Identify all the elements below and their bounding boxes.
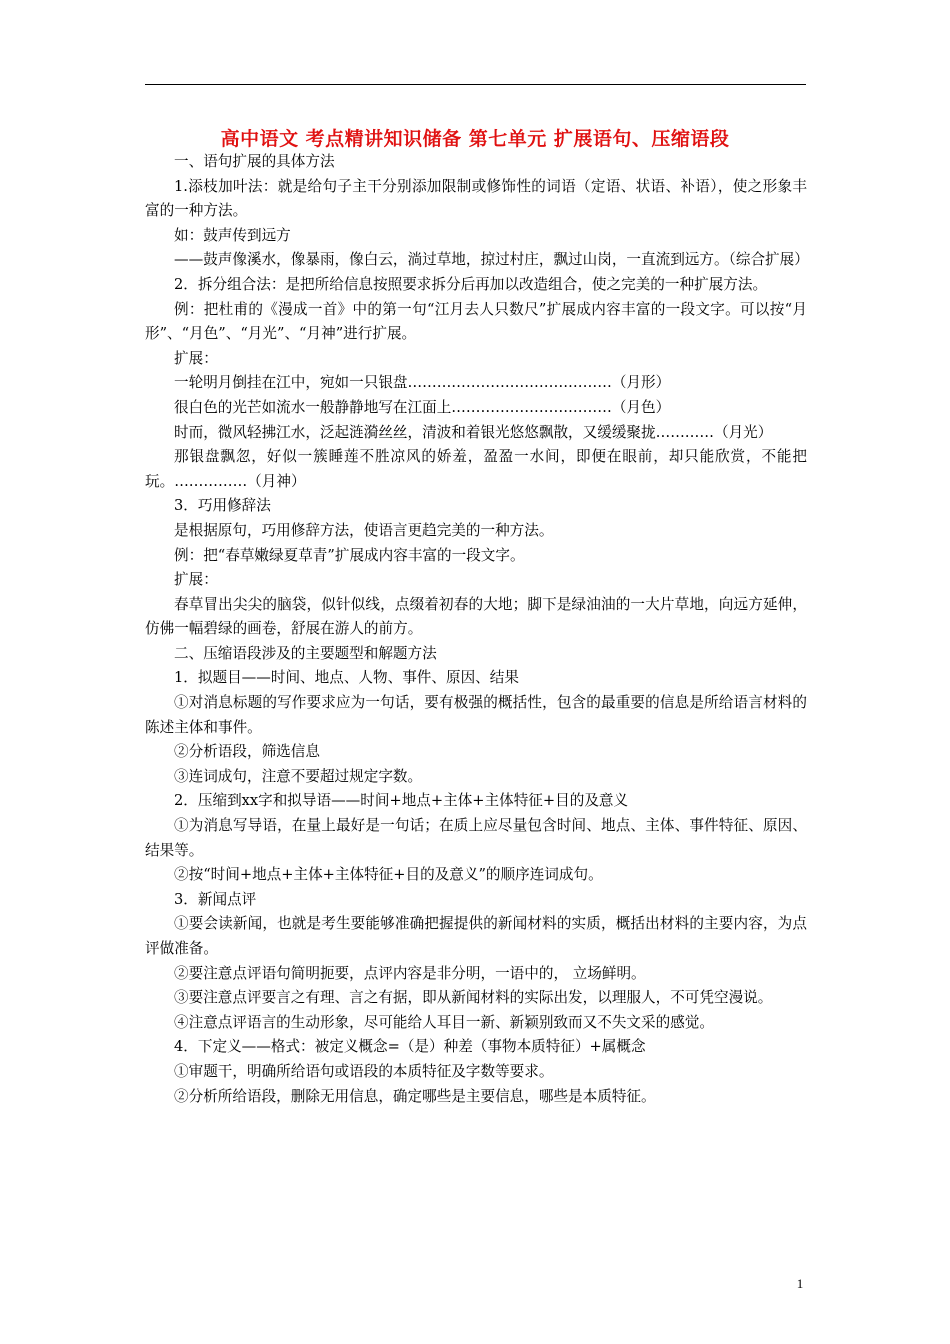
paragraph: ②分析所给语段，删除无用信息，确定哪些是主要信息，哪些是本质特征。: [174, 1087, 656, 1105]
paragraph: 扩展：: [174, 349, 218, 367]
paragraph: 例：把杜甫的《漫成一首》中的第一句“江月去人只数尺”扩展成内容丰富的一段文字。可以按“月形”、“月色”、“月光”、“月神”进行扩展。: [145, 300, 807, 343]
paragraph: 3．新闻点评: [174, 890, 257, 908]
paragraph: ②要注意点评语句简明扼要，点评内容是非分明，一语中的， 立场鲜明。: [174, 964, 646, 982]
paragraph: ①要会读新闻，也就是考生要能够准确把握提供的新闻材料的实质，概括出材料的主要内容，为点评做准备。: [145, 915, 807, 957]
paragraph: 时而，微风轻拂江水，泛起涟漪丝丝，清波和着银光悠悠飘散，又缓缓聚拢…………（月光）: [174, 423, 773, 441]
paragraph: ——鼓声像溪水，像暴雨，像白云，淌过草地，掠过村庄，飘过山岗，一直流到远方。（综合扩展）: [174, 251, 809, 269]
paragraph: 扩展：: [174, 571, 218, 589]
header-rule: [145, 84, 806, 85]
paragraph: 例：把“春草嫩绿夏草青”扩展成内容丰富的一段文字。: [174, 546, 525, 564]
paragraph: 一轮明月倒挂在江中，宛如一只银盘……………………………………（月形）: [174, 374, 671, 392]
paragraph: ①对消息标题的写作要求应为一句话，要有极强的概括性，包含的最重要的信息是所给语言材料的陈述主体和事件。: [145, 694, 807, 736]
paragraph: ①为消息写导语，在量上最好是一句话；在质上应尽量包含时间、地点、主体、事件特征、原因、结果等。: [145, 817, 807, 859]
paragraph: ②按“时间+地点+主体+主体特征+目的及意义”的顺序连词成句。: [174, 866, 603, 884]
paragraph: ③要注意点评要言之有理、言之有据，即从新闻材料的实际出发，以理服人，不可凭空漫说。: [174, 989, 773, 1007]
paragraph: 3．巧用修辞法: [174, 497, 271, 515]
paragraph: 1．拟题目——时间、地点、人物、事件、原因、结果: [174, 669, 519, 687]
paragraph: ①审题干，明确所给语句或语段的本质特征及字数等要求。: [174, 1062, 554, 1080]
paragraph: 一、语句扩展的具体方法: [174, 153, 335, 170]
page-number: 1: [796, 1276, 804, 1291]
paragraph: 2．拆分组合法：是把所给信息按照要求拆分后再加以改造组合，使之完美的一种扩展方法。: [174, 275, 768, 293]
paragraph: 春草冒出尖尖的脑袋，似针似线，点缀着初春的大地；脚下是绿油油的一大片草地，向远方延伸，仿佛一幅碧绿的画卷，舒展在游人的前方。: [145, 595, 807, 638]
paragraph: 2．压缩到xx字和拟导语——时间+地点+主体+主体特征+目的及意义: [174, 792, 629, 810]
paragraph: 二、压缩语段涉及的主要题型和解题方法: [174, 644, 437, 662]
document-body: [145, 150, 807, 1109]
paragraph: ②分析语段，筛选信息: [174, 743, 320, 761]
paragraph: 那银盘飘忽，好似一簇睡莲不胜凉风的娇羞，盈盈一水间，即便在眼前，却只能欣赏，不能把玩。……………（月神）: [145, 448, 807, 490]
paragraph: 很白色的光芒如流水一般静静地写在江面上……………………………（月色）: [174, 398, 671, 416]
paragraph: ③连词成句，注意不要超过规定字数。: [174, 767, 423, 785]
document-title: 高中语文 考点精讲知识储备 第七单元 扩展语句、压缩语段: [220, 128, 730, 150]
paragraph: 是根据原句，巧用修辞方法，使语言更趋完美的一种方法。: [174, 521, 554, 539]
paragraph: 如：鼓声传到远方: [174, 226, 291, 244]
paragraph: ④注意点评语言的生动形象，尽可能给人耳目一新、新颖别致而又不失文采的感觉。: [174, 1013, 714, 1031]
paragraph: 4．下定义——格式：被定义概念=（是）种差（事物本质特征）+属概念: [174, 1038, 646, 1056]
paragraph: 1.添枝加叶法：就是给句子主干分别添加限制或修饰性的词语（定语、状语、补语），使之形象丰富的一种方法。: [145, 177, 807, 220]
